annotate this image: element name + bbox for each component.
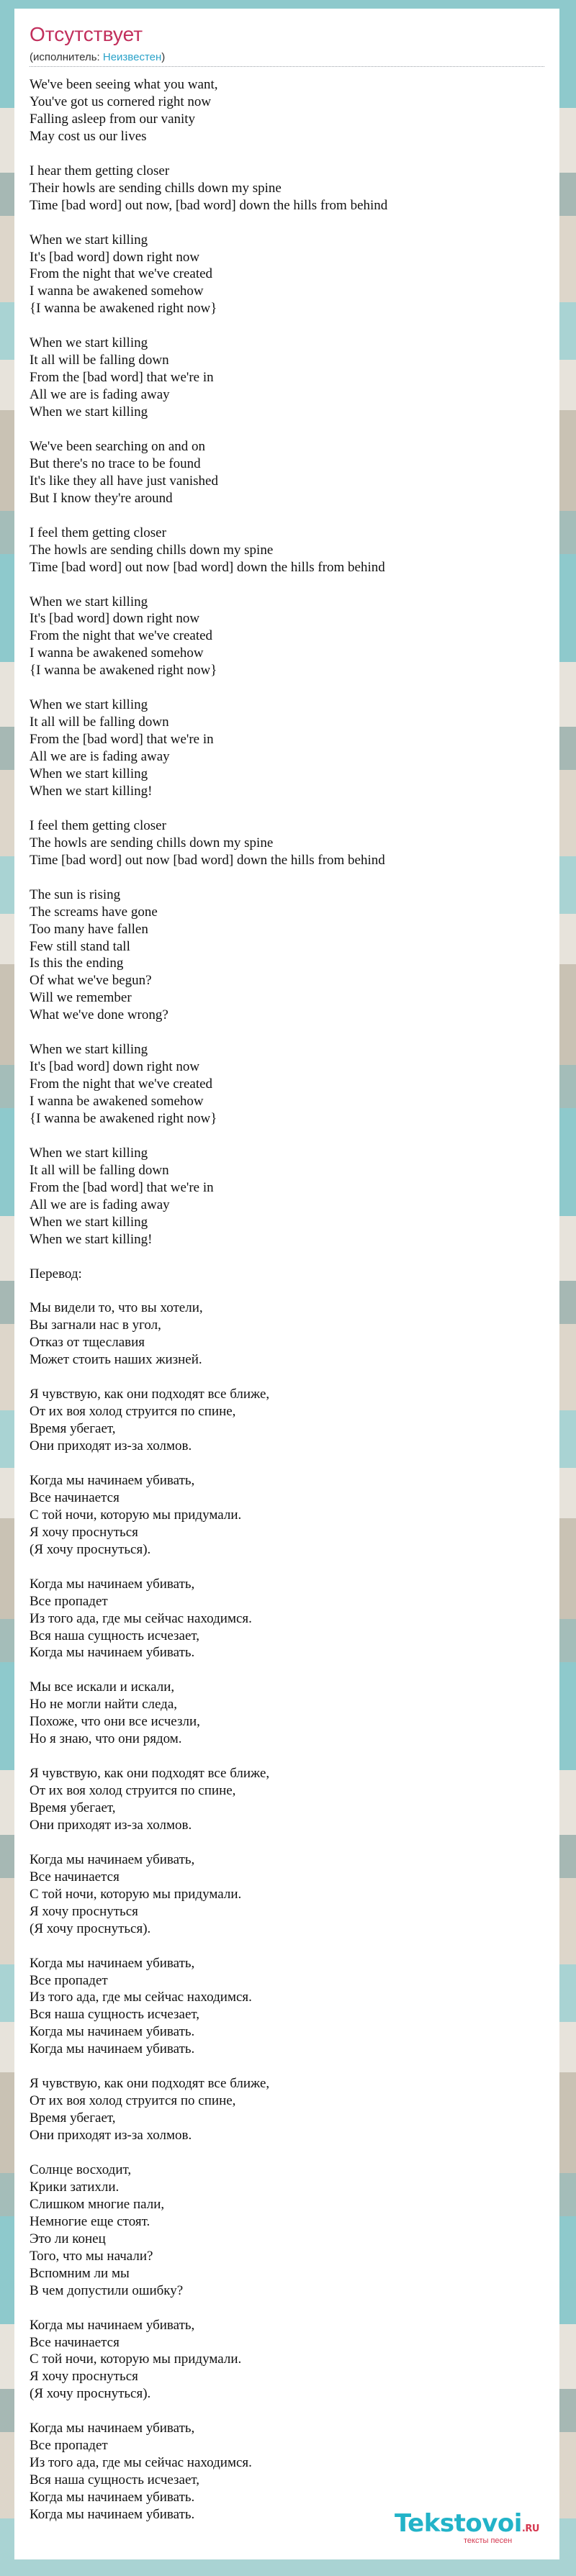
lyrics-stanza xyxy=(30,1472,544,1559)
artist-prefix: (исполнитель: xyxy=(30,51,103,63)
lyric-line: It all will be falling down xyxy=(30,715,169,730)
lyric-line: Все пропадет xyxy=(30,2438,108,2454)
lyrics-stanza xyxy=(30,2075,544,2144)
lyric-line: Я чувствую, как они подходят все ближе, xyxy=(30,1766,270,1782)
lyric-line: Того, что мы начали? xyxy=(30,2248,153,2264)
lyric-line: Перевод: xyxy=(30,1266,82,1282)
lyric-line: When we start killing xyxy=(30,335,148,351)
lyric-line: Я хочу проснуться xyxy=(30,1903,138,1919)
lyric-line: Все начинается xyxy=(30,1489,120,1505)
lyric-line: Few still stand tall xyxy=(30,938,130,954)
lyric-line: С той ночи, которую мы придумали. xyxy=(30,2351,242,2367)
lyric-line: Когда мы начинаем убивать, xyxy=(30,1851,195,1867)
lyric-line: But I know they're around xyxy=(30,490,173,506)
lyric-line: Вы загнали нас в угол, xyxy=(30,1318,161,1333)
lyric-line: Когда мы начинаем убивать. xyxy=(30,2041,195,2057)
lyric-line: The sun is rising xyxy=(30,886,121,902)
lyric-line: Но я знаю, что они рядом. xyxy=(30,1731,182,1747)
lyric-line: Это ли конец xyxy=(30,2231,106,2246)
lyrics-stanza xyxy=(30,1145,544,1248)
lyric-line: I hear them getting closer xyxy=(30,163,170,178)
lyric-line: I feel them getting closer xyxy=(30,525,166,540)
artist-suffix: ) xyxy=(161,51,166,63)
lyrics-stanza xyxy=(30,335,544,421)
lyric-line: The howls are sending chills down my spine xyxy=(30,542,274,558)
lyric-line: Will we remember xyxy=(30,990,132,1006)
lyric-line: But there's no trace to be found xyxy=(30,455,201,471)
lyric-line: What we've done wrong? xyxy=(30,1007,168,1023)
lyrics-stanza xyxy=(30,2162,544,2300)
lyric-line: All we are is fading away xyxy=(30,387,170,403)
lyric-line: You've got us cornered right now xyxy=(30,94,212,109)
lyric-line: It all will be falling down xyxy=(30,1162,169,1178)
lyric-line: (Я хочу проснуться). xyxy=(30,1920,151,1936)
lyric-line: Мы видели то, что вы хотели, xyxy=(30,1300,203,1316)
lyric-line: Когда мы начинаем убивать, xyxy=(30,1576,195,1592)
lyric-line: From the [bad word] that we're in xyxy=(30,370,214,386)
lyrics-stanza xyxy=(30,76,544,145)
lyric-line: From the night that we've created xyxy=(30,266,213,282)
lyric-line: When we start killing! xyxy=(30,1231,153,1247)
lyric-line: Время убегает, xyxy=(30,2110,116,2126)
lyric-line: Too many have fallen xyxy=(30,921,148,937)
lyric-line: Time [bad word] out now, [bad word] down the hills from behind xyxy=(30,197,388,213)
lyric-line: Из того ада, где мы сейчас находимся. xyxy=(30,2455,252,2471)
lyric-line: We've been searching on and on xyxy=(30,438,206,454)
lyric-line: Но не могли найти следа, xyxy=(30,1697,178,1713)
lyric-line: Мы все искали и искали, xyxy=(30,1679,175,1695)
lyrics-stanza xyxy=(30,697,544,800)
lyric-line: Солнце восходит, xyxy=(30,2162,132,2177)
lyrics-stanza xyxy=(30,1679,544,1748)
lyric-line: Their howls are sending chills down my spine xyxy=(30,180,282,196)
lyric-line: Я хочу проснуться xyxy=(30,1524,138,1540)
lyric-line: All we are is fading away xyxy=(30,1197,170,1212)
lyric-line: Из того ада, где мы сейчас находимся. xyxy=(30,1610,252,1626)
lyric-line: When we start killing xyxy=(30,1042,148,1058)
lyric-line: I wanna be awakened somehow xyxy=(30,284,204,299)
lyric-line: When we start killing xyxy=(30,594,148,609)
lyrics-stanza xyxy=(30,886,544,1025)
lyric-line: Когда мы начинаем убивать, xyxy=(30,2421,195,2436)
lyrics-stanza xyxy=(30,438,544,507)
lyrics-stanza xyxy=(30,1300,544,1369)
lyric-line: Когда мы начинаем убивать. xyxy=(30,1645,195,1661)
lyric-line: С той ночи, которую мы придумали. xyxy=(30,1507,242,1523)
lyric-line: Из того ада, где мы сейчас находимся. xyxy=(30,1990,252,2005)
lyric-line: May cost us our lives xyxy=(30,128,147,144)
site-logo[interactable] xyxy=(395,2511,539,2545)
lyric-line: From the [bad word] that we're in xyxy=(30,732,214,748)
lyrics-stanza xyxy=(30,1576,544,1662)
lyric-line: When we start killing xyxy=(30,1145,148,1161)
lyric-line: Все начинается xyxy=(30,2334,120,2350)
lyric-line: When we start killing xyxy=(30,404,148,420)
artist-link[interactable]: Неизвестен xyxy=(102,51,162,63)
lyrics-stanza xyxy=(30,1266,544,1283)
lyric-line: When we start killing xyxy=(30,766,148,782)
lyric-line: Falling asleep from our vanity xyxy=(30,111,196,127)
lyric-line: От их воя холод струится по спине, xyxy=(30,1783,236,1799)
lyric-line: Вся наша сущность исчезает, xyxy=(30,2472,200,2488)
lyrics-stanza xyxy=(30,1386,544,1455)
lyric-line: From the night that we've created xyxy=(30,628,213,644)
lyric-line: From the [bad word] that we're in xyxy=(30,1179,214,1195)
lyric-line: {I wanna be awakened right now} xyxy=(30,1111,217,1127)
lyric-line: When we start killing xyxy=(30,697,148,713)
lyrics-stanza xyxy=(30,1041,544,1128)
lyric-line: Вспомним ли мы xyxy=(30,2265,130,2281)
lyric-line: (Я хочу проснуться). xyxy=(30,1541,151,1557)
lyric-line: От их воя холод струится по спине, xyxy=(30,2093,236,2109)
lyrics-stanza xyxy=(30,163,544,214)
lyrics-stanza xyxy=(30,1851,544,1938)
lyric-line: В чем допустили ошибку? xyxy=(30,2282,184,2298)
lyric-line: Когда мы начинаем убивать. xyxy=(30,2507,195,2523)
lyric-line: Time [bad word] out now [bad word] down the hills from behind xyxy=(30,559,385,575)
lyric-line: От их воя холод струится по спине, xyxy=(30,1404,236,1420)
lyric-line: It's like they all have just vanished xyxy=(30,473,218,489)
lyric-line: Когда мы начинаем убивать, xyxy=(30,1955,195,1971)
lyric-line: Похоже, что они все исчезли, xyxy=(30,1714,200,1730)
lyric-line: Когда мы начинаем убивать. xyxy=(30,2024,195,2040)
lyric-line: Отказ от тщеславия xyxy=(30,1335,145,1351)
lyric-line: The screams have gone xyxy=(30,904,158,920)
lyric-line: Вся наша сущность исчезает, xyxy=(30,2007,200,2023)
lyric-line: Слишком многие пали, xyxy=(30,2196,165,2212)
lyric-line: Я чувствую, как они подходят все ближе, xyxy=(30,2076,270,2092)
lyric-line: Может стоить наших жизней. xyxy=(30,1352,202,1368)
logo-tld: .RU xyxy=(521,2523,539,2534)
lyric-line: Is this the ending xyxy=(30,956,124,971)
lyric-line: I feel them getting closer xyxy=(30,817,166,833)
lyric-line: Вся наша сущность исчезает, xyxy=(30,1628,200,1643)
lyric-line: Время убегает, xyxy=(30,1800,116,1816)
lyrics-text xyxy=(30,76,544,2541)
lyric-line: Когда мы начинаем убивать. xyxy=(30,2490,195,2505)
lyrics-stanza xyxy=(30,1955,544,2059)
lyric-line: I wanna be awakened somehow xyxy=(30,645,204,661)
lyrics-stanza xyxy=(30,2420,544,2523)
lyric-line: Я хочу проснуться xyxy=(30,2369,138,2385)
lyric-line: Они приходят из-за холмов. xyxy=(30,2128,192,2144)
lyrics-stanza xyxy=(30,525,544,576)
lyric-line: It's [bad word] down right now xyxy=(30,1059,200,1075)
lyric-line: Они приходят из-за холмов. xyxy=(30,1438,192,1454)
lyric-line: Of what we've begun? xyxy=(30,973,152,989)
lyric-line: It's [bad word] down right now xyxy=(30,249,200,265)
lyric-line: When we start killing xyxy=(30,1214,148,1230)
lyric-line: Все пропадет xyxy=(30,1593,108,1609)
lyric-line: Крики затихли. xyxy=(30,2179,120,2195)
lyric-line: (Я хочу проснуться). xyxy=(30,2386,151,2402)
lyric-line: Все пропадет xyxy=(30,1972,108,1988)
lyric-line: Они приходят из-за холмов. xyxy=(30,1817,192,1833)
lyric-line: Время убегает, xyxy=(30,1421,116,1437)
title-divider xyxy=(30,66,544,67)
logo-tagline: тексты песен xyxy=(464,2536,513,2545)
lyrics-stanza xyxy=(30,817,544,869)
lyric-line: It's [bad word] down right now xyxy=(30,611,200,627)
lyrics-stanza xyxy=(30,232,544,318)
lyrics-stanza xyxy=(30,1765,544,1834)
lyrics-stanza xyxy=(30,594,544,680)
lyric-line: Все начинается xyxy=(30,1869,120,1885)
logo-name: Tekstovoi xyxy=(395,2509,522,2538)
lyric-line: It all will be falling down xyxy=(30,353,169,368)
lyric-line: Немногие еще стоят. xyxy=(30,2213,150,2229)
lyric-line: Когда мы начинаем убивать, xyxy=(30,1472,195,1488)
lyric-line: {I wanna be awakened right now} xyxy=(30,663,217,679)
lyric-line: All we are is fading away xyxy=(30,749,170,765)
lyric-line: From the night that we've created xyxy=(30,1076,213,1092)
lyric-line: When we start killing! xyxy=(30,783,153,799)
lyric-line: When we start killing xyxy=(30,232,148,248)
lyrics-stanza xyxy=(30,2317,544,2403)
lyric-line: {I wanna be awakened right now} xyxy=(30,301,217,317)
lyric-line: С той ночи, которую мы придумали. xyxy=(30,1886,242,1902)
song-title: Отсутствует xyxy=(30,23,143,45)
lyric-line: The howls are sending chills down my spine xyxy=(30,835,274,851)
lyrics-card xyxy=(14,9,559,2559)
artist-line xyxy=(30,52,165,63)
lyric-line: Time [bad word] out now [bad word] down the hills from behind xyxy=(30,852,385,868)
lyric-line: Когда мы начинаем убивать, xyxy=(30,2317,195,2333)
lyric-line: I wanna be awakened somehow xyxy=(30,1094,204,1110)
lyric-line: Я чувствую, как они подходят все ближе, xyxy=(30,1387,270,1402)
lyric-line: We've been seeing what you want, xyxy=(30,77,218,92)
